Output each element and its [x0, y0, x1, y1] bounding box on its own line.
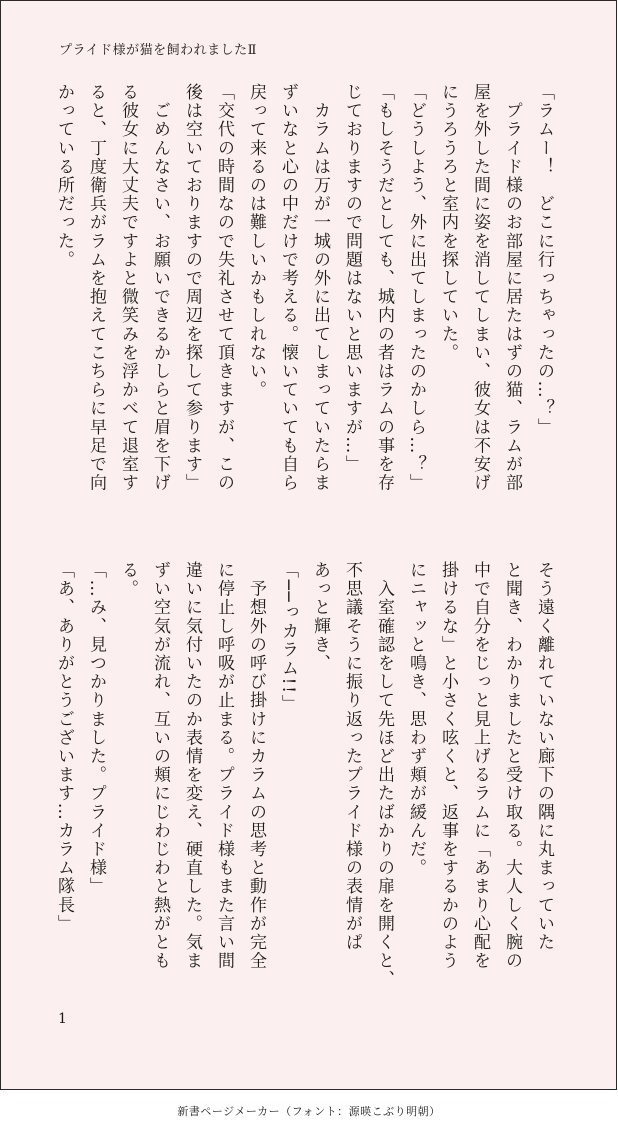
text-line: そう遠く離れていない廊下の隅に丸まっていた [534, 561, 554, 952]
text-line: ずいなと心の中だけで考える。懐いていても自ら [278, 83, 298, 493]
text-line: 中で自分をじっと見上げるラムに「あまり心配を [470, 561, 490, 971]
upper-text-block [48, 83, 560, 523]
text-line: カラムは万が一城の外に出てしまっていたらま [310, 83, 330, 493]
text-line: と聞き、わかりましたと受け取る。大人しく腕の [502, 561, 522, 971]
text-line: ずい空気が流れ、互いの頬にじわじわと熱がとも [150, 561, 170, 971]
text-line: 掛けるな」と小さく呟くと、返事をするかのよう [438, 561, 458, 971]
text-line: 予想外の呼び掛けにカラムの思考と動作が完全 [246, 561, 266, 971]
text-line: 違いに気付いたのか表情を変え、硬直した。気ま [182, 561, 202, 971]
text-line: ると、丁度衛兵がラムを抱えてこちらに早足で向 [86, 83, 106, 493]
text-line: ごめんなさい、お願いできるかしらと眉を下げ [150, 83, 170, 493]
text-line: あっと輝き、 [310, 561, 330, 673]
text-line: 後は空いておりますので周辺を探して参ります」 [182, 83, 202, 493]
text-line: 「交代の時間なので失礼させて頂きますが、この [214, 83, 234, 493]
text-line: 「──っカラム!!」 [278, 561, 298, 714]
text-line: る彼女に大丈夫ですよと微笑みを浮かべて退室す [118, 83, 138, 493]
text-line: 「…み、見つかりました。プライド様」 [86, 561, 106, 896]
text-line: じておりますので問題はないと思いますが…」 [342, 83, 362, 474]
text-line: 「ラムー！ どこに行っちゃったの…？」 [534, 83, 554, 437]
text-line: 不思議そうに振り返ったプライド様の表情がぱ [342, 561, 362, 952]
text-line: に停止し呼吸が止まる。プライド様もまた言い間 [214, 561, 234, 971]
footer-credit: 新書ページメーカー（フォント：源暎こぶり明朝） [177, 1105, 441, 1118]
text-line: 戻って来るのは難しいかもしれない。 [246, 83, 266, 400]
text-line: 入室確認をして先ほど出たばかりの扉を開くと、 [374, 561, 394, 989]
lower-text-block [48, 561, 560, 1006]
text-line: にうろうろと室内を探していた。 [438, 83, 458, 362]
page-number: 1 [58, 1011, 67, 1027]
running-title: プライド様が猫を飼われましたⅡ [59, 43, 257, 58]
text-line: 「どうしよう、外に出てしまったのかしら…？」 [406, 83, 426, 493]
text-line: にニャッと鳴き、思わず頬が緩んだ。 [406, 561, 426, 878]
text-line: る。 [118, 561, 138, 599]
text-line: 「あ、ありがとうございます…カラム隊長」 [54, 561, 74, 933]
text-line: 「もしそうだとしても、城内の者はラムの事を存 [374, 83, 394, 493]
text-line: プライド様のお部屋に居たはずの猫、ラムが部 [502, 83, 522, 493]
text-line: 屋を外した間に姿を消してしまい、彼女は不安げ [470, 83, 490, 493]
text-line: かっている所だった。 [54, 83, 74, 269]
